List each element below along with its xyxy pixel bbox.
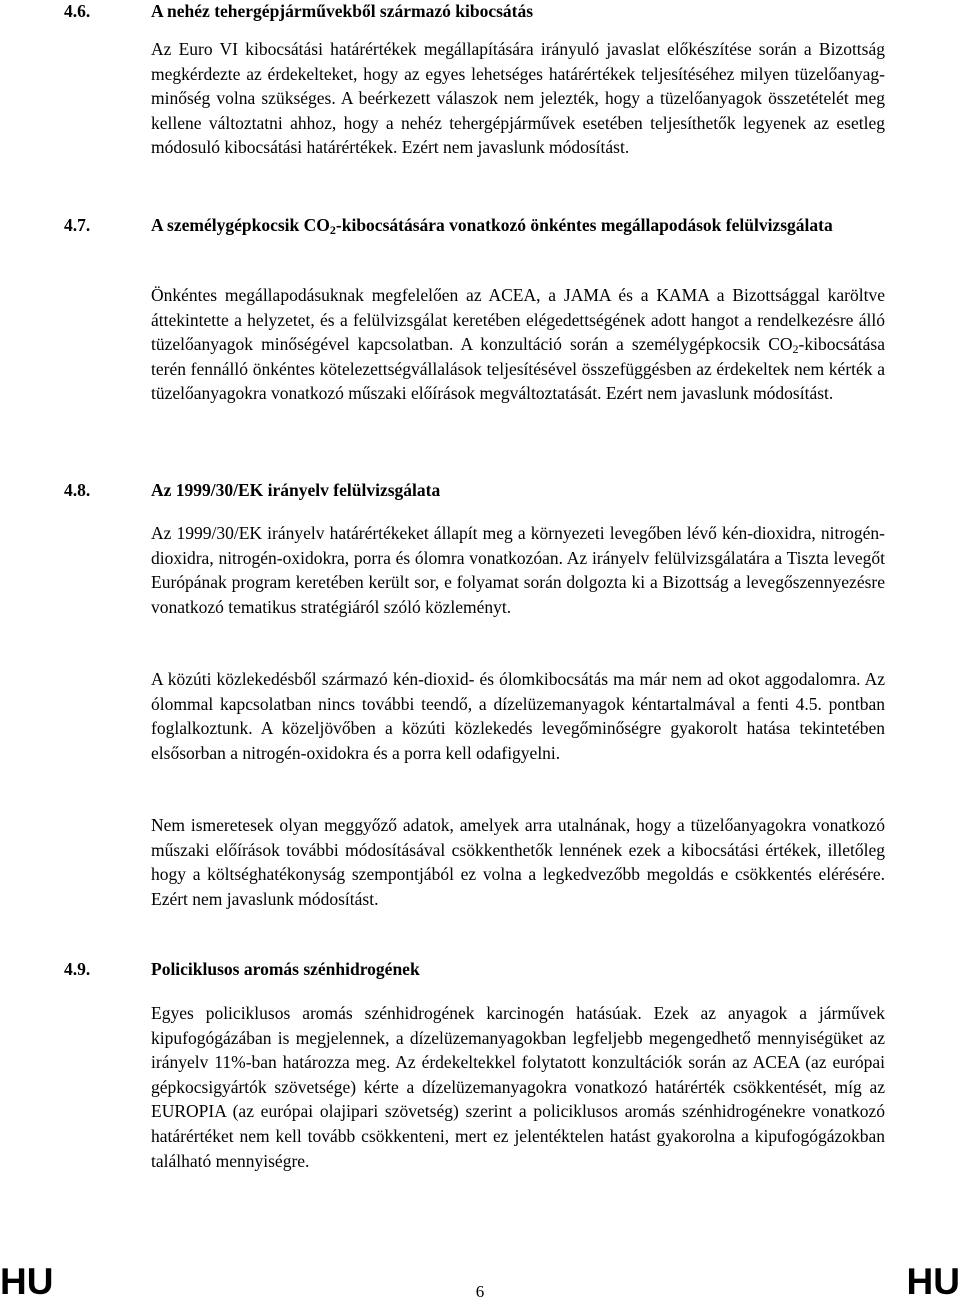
section-heading-4-6: [64, 0, 904, 23]
paragraph-4-8-2: A közúti közlekedésből származó kén-dioxid- és ólomkibocsátás ma már nem ad okot aggodalomra. Az ólommal kapcsolatban nincs további teendő, a dízelüzemanyagok kéntartalmával a fenti 4.5. pontban foglalkoztunk. A közeljövőben a közúti közlekedés levegőminőségre gyakorolt hatása tekintetében elsősorban a nitrogén-oxidokra és a porra kell odafigyelni.: [151, 669, 885, 763]
section-heading-4-7: [64, 213, 904, 237]
section-title: Policiklusos aromás szénhidrogének: [151, 959, 420, 979]
title-subscript: 2: [329, 223, 336, 237]
section-number: 4.7.: [64, 215, 91, 235]
text-part: Önkéntes megállapodásuknak megfelelően az ACEA, a JAMA és a KAMA a Bizottsággal karöltve áttekintette a helyzetet, és a felülvizsgálat keretében elégedettségének adott hangot a rendelkezésre álló tüzelőanyagok minőségével kapcsolatban. A konzultáció során a személygépkocsik CO: [151, 285, 885, 355]
paragraph-4-8-1: Az 1999/30/EK irányelv határértékeket állapít meg a környezeti levegőben lévő kén-dioxidra, nitrogén-dioxidra, nitrogén-oxidokra, porra és ólomra vonatkozóan. Az irányelv felülvizsgálatára a Tiszta levegőt Európának program keretében került sor, e folyamat során dolgozta ki a Bizottság a levegőszennyezésre vonatkozó tematikus stratégiáról szóló közleményt.: [151, 523, 885, 617]
footer-language-code-right: HU: [906, 1261, 960, 1302]
text-subscript: 2: [792, 342, 799, 357]
section-number: 4.6.: [64, 1, 91, 21]
section-title: A nehéz tehergépjárművekből származó kibocsátás: [151, 1, 534, 21]
paragraph-4-8-3: Nem ismeretesek olyan meggyőző adatok, amelyek arra utalnának, hogy a tüzelőanyagokra vonatkozó műszaki előírások további módosításával csökkenthetők lennének ezek a kibocsátási értékek, illetőleg hogy a költséghatékonyság szempontjából ez volna a legkedvezőbb megoldás e csökkentés elérésére. Ezért nem javaslunk módosítást.: [151, 815, 885, 909]
paragraph-4-9-1: Egyes policiklusos aromás szénhidrogének karcinogén hatásúak. Ezek az anyagok a járművek kipufogógázában is megjelennek, a dízelüzemanyagokban legfeljebb megengedhető mennyiségüket az irányelv 11%-ban határozza meg. Az érdekeltekkel folytatott konzultációk során az ACEA (az európai gépkocsigyártók szövetsége) kérte a dízelüzemanyagokra vonatkozó határérték csökkentését, míg az EUROPIA (az európai olajipari szövetség) szerint a policiklusos aromás szénhidrogénekre vonatkozó határértéket nem kell tovább csökkenteni, mert ez jelentéktelen hatást gyakorolna a kipufogógázokban található mennyiségre.: [151, 1003, 885, 1171]
paragraph-4-7-1: [151, 283, 885, 406]
title-part: -kibocsátására vonatkozó önkéntes megállapodások felülvizsgálata: [335, 215, 833, 235]
section-number: 4.9.: [64, 959, 91, 979]
paragraph-4-6-1: Az Euro VI kibocsátási határértékek megállapítására irányuló javaslat előkészítése során a Bizottság megkérdezte az érdekelteket, hogy az egyes lehetséges határértékek teljesítéséhez milyen tüzelőanyag-minőség volna szükséges. A beérkezett válaszok nem jelezték, hogy a tüzelőanyagok összetételét meg kellene változtatni ahhoz, hogy a nehéz tehergépjárművek esetében teljesíthetők legyenek az esetleg módosuló kibocsátási határértékek. Ezért nem javaslunk módosítást.: [151, 39, 885, 158]
footer-language-code-left: HU: [0, 1261, 54, 1302]
section-title: Az 1999/30/EK irányelv felülvizsgálata: [151, 480, 441, 500]
section-number: 4.8.: [64, 480, 91, 500]
text-part: -kibocsátása terén fennálló önkéntes kötelezettségvállalások teljesítésével összefüggésben az érdekeltek nem kérték a tüzelőanyagokra vonatkozó műszaki előírások megváltoztatását. Ezért nem javaslunk módosítást.: [151, 334, 885, 404]
page-number: 6: [475, 1282, 485, 1301]
title-part: A személygépkocsik CO: [151, 215, 330, 235]
section-heading-4-8: [64, 478, 904, 502]
section-title: [151, 213, 904, 237]
section-heading-4-9: [64, 957, 904, 981]
